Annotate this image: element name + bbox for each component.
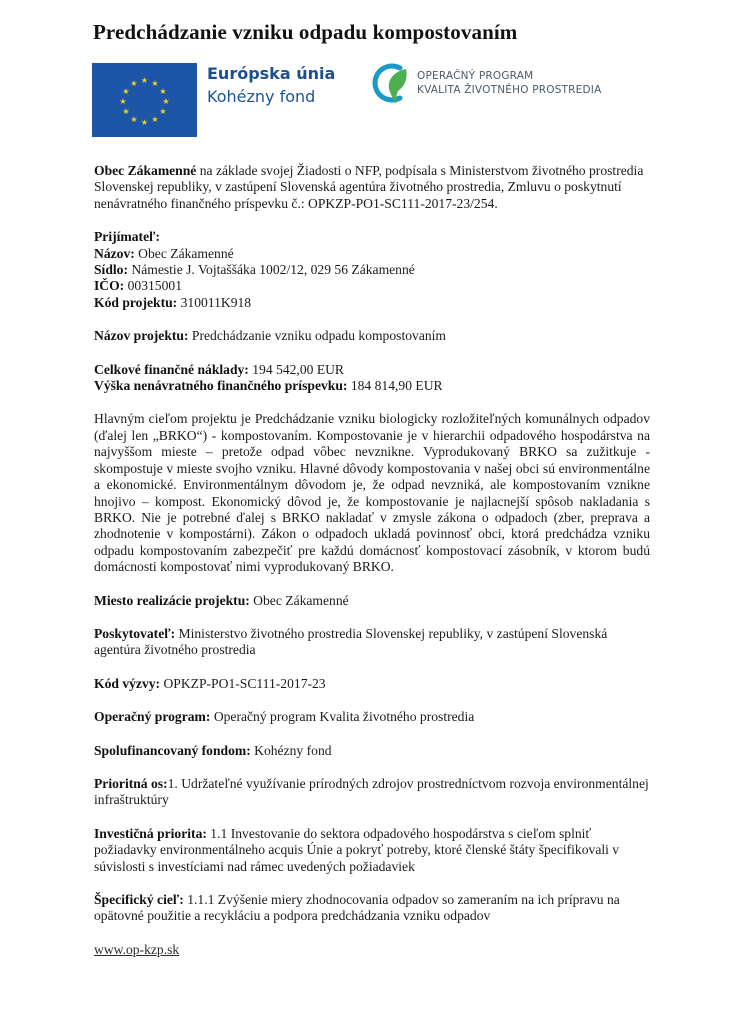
- op-logo-line1: OPERAČNÝ PROGRAM: [417, 70, 534, 82]
- document-body: [94, 163, 650, 958]
- document-title: Predchádzanie vzniku odpadu kompostovaním: [93, 20, 518, 44]
- recipient-name: Názov: Obec Zákamenné: [94, 245, 234, 261]
- field-operational-program: Operačný program: Operačný program Kvalita životného prostredia: [94, 709, 475, 725]
- field-provider: Poskytovateľ: Ministerstvo životného prostredia Slovenskej republiky, v zastúpení Slovenská agentúra životného prostredia: [94, 625, 608, 658]
- svg-text:★: ★: [151, 115, 159, 124]
- recipient-project-code: Kód projektu: 310011K918: [94, 294, 252, 310]
- svg-text:★: ★: [119, 97, 127, 106]
- intro-paragraph: [94, 163, 650, 212]
- field-implementation-place: Miesto realizácie projektu: Obec Zákamenné: [94, 592, 349, 608]
- eu-stars-icon: [92, 63, 197, 137]
- leaf-circle-icon: [370, 62, 412, 106]
- svg-text:★: ★: [122, 87, 130, 96]
- intro-text: na základe svojej Žiadosti o NFP, podpísala s Ministerstvom životného prostredia Slovenskej republiky, v zastúpení Slovenská agentúra životného prostredia, Zmluvu o poskytnutí nenávratného finančného príspevku č.: OPKZP-PO1-SC111-2017-23/254.: [94, 163, 644, 211]
- project-grant-amount: Výška nenávratného finančného príspevku: 184 814,90 EUR: [94, 378, 443, 394]
- field-investment-priority: Investičná priorita: 1.1 Investovanie do sektora odpadového hospodárstva s cieľom splniť požiadavky environmentálneho acquis Únie a pokryť potreby, ktoré členské štáty špecifikovali v súvislosti s investíciami nad rámec uvedených požiadaviek: [94, 825, 620, 874]
- svg-text:★: ★: [151, 79, 159, 88]
- field-cofinanced-fund: Spolufinancovaný fondom: Kohézny fond: [94, 742, 332, 758]
- intro-bold: Obec Zákamenné: [94, 163, 197, 178]
- project-description: Hlavným cieľom projektu je Predchádzanie vzniku biologicky rozložiteľných komunálnych odpadov (ďalej len „BRKO“) - kompostovaním. Kompostovanie je v hierarchii odpadového hospodárstva na najvyššom mieste – pretože odpad vôbec nevznikne. Vyprodukovaný BRKO sa zužitkuje - skompostuje v mieste svojho vzniku. Hlavné dôvody kompostovania v našej obci sú environmentálne a ekonomické. Environmentálnym dôvodom je, že odpad nevzniká, ale kompostovaním vznikne hnojivo – kompost. Ekonomický dôvod je, že kompostovanie je najlacnejší spôsob nakladania s BRKO. Nie je potrebné ďalej s BRKO nakladať v zmysle zákona o odpadoch (zber, preprava a zhodnotenie v kompostárni). Zákon o odpadoch ukladá povinnosť obci, ktorá predchádza vzniku odpadu kompostovaním zabezpečiť pre každú domácnosť kompostovací zásobník, v ktorom budú domácnosti kompostovať nimi vyprodukovaný BRKO.: [94, 411, 650, 575]
- svg-text:★: ★: [140, 76, 149, 85]
- op-logo-line2: KVALITA ŽIVOTNÉHO PROSTREDIA: [417, 84, 602, 96]
- field-priority-axis: Prioritná os:1. Udržateľné využívanie prírodných zdrojov prostredníctvom rozvoja environmentálnej infraštruktúry: [94, 775, 649, 808]
- svg-text:★: ★: [140, 118, 149, 127]
- recipient-seat: Sídlo: Námestie J. Vojtaššáka 1002/12, 029 56 Zákamenné: [94, 262, 415, 278]
- field-call-code: Kód výzvy: OPKZP-PO1-SC111-2017-23: [94, 675, 326, 691]
- svg-text:★: ★: [130, 79, 138, 88]
- recipient-ico: IČO: 00315001: [94, 278, 182, 294]
- eu-logo-text: [207, 63, 335, 109]
- field-specific-objective: Špecifický cieľ: 1.1.1 Zvýšenie miery zhodnocovania odpadov so zameraním na ich prípravu na opätovné použitie a recykláciu a podpora predchádzania vzniku odpadov: [94, 892, 620, 924]
- website-link[interactable]: www.op-kzp.sk: [94, 941, 180, 957]
- project-name: Názov projektu: Predchádzanie vzniku odpadu kompostovaním: [94, 328, 446, 344]
- project-total-cost: Celkové finančné náklady: 194 542,00 EUR: [94, 361, 344, 377]
- svg-text:★: ★: [159, 107, 167, 116]
- recipient-heading: Prijímateľ:: [94, 229, 160, 245]
- svg-text:★: ★: [122, 107, 130, 116]
- svg-text:★: ★: [130, 115, 138, 124]
- svg-text:★: ★: [159, 87, 167, 96]
- eu-logo-line1: Európska únia: [207, 64, 336, 83]
- footer: [94, 942, 650, 958]
- eu-flag-logo: [92, 63, 197, 137]
- svg-text:★: ★: [162, 97, 170, 106]
- eu-logo-line2: Kohézny fond: [207, 87, 316, 106]
- op-logo-text: [417, 69, 601, 97]
